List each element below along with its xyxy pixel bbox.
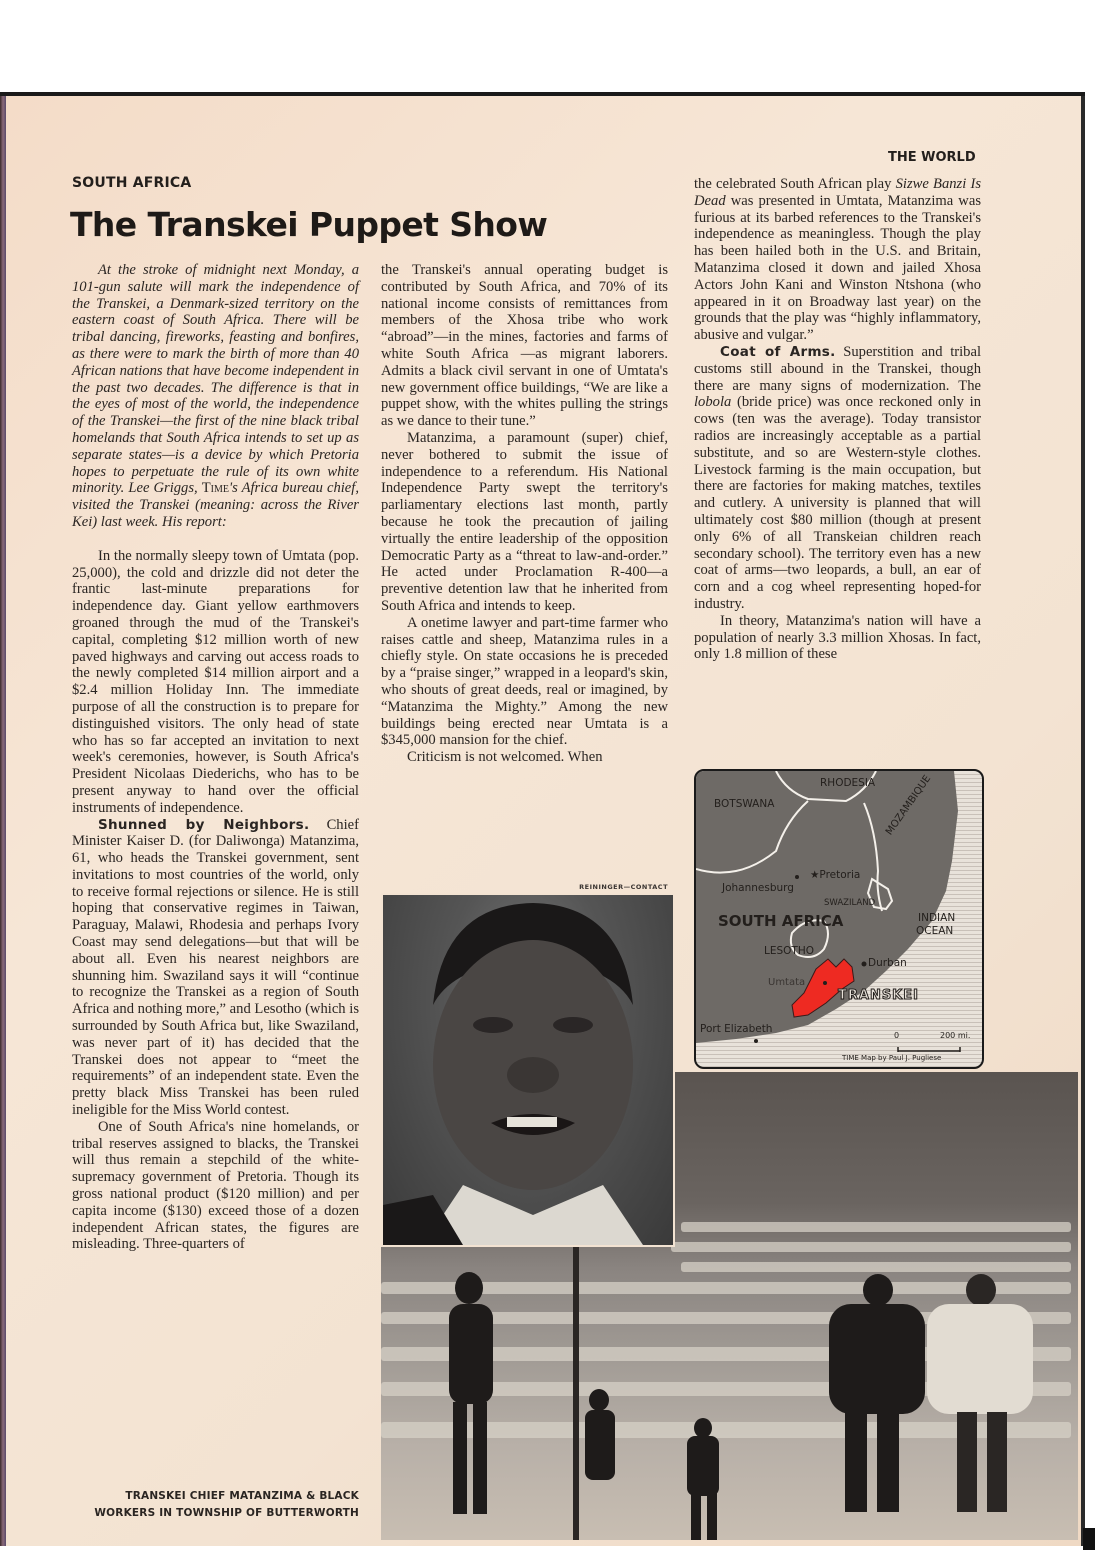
map-label-botswana: BOTSWANA <box>714 798 775 810</box>
map-city-dot <box>823 981 827 985</box>
portrait-graphic <box>383 895 673 1245</box>
body-paragraph <box>694 176 981 344</box>
body-paragraph: Criticism is not welcomed. When <box>407 749 603 766</box>
body-paragraph <box>72 817 359 1119</box>
subhead: Coat of Arms. <box>720 343 836 360</box>
article-headline: The Transkei Puppet Show <box>70 205 548 244</box>
map-label-rhodesia: RHODESIA <box>820 777 876 789</box>
map-label-umtata: Umtata <box>768 977 806 988</box>
map-label-port-elizabeth: Port Elizabeth <box>700 1023 773 1035</box>
map-city-dot <box>754 1039 758 1043</box>
caption-line: TRANSKEI CHIEF MATANZIMA & BLACK <box>125 1490 359 1502</box>
intro-paragraph <box>72 262 359 531</box>
subhead: Shunned by Neighbors. <box>98 816 310 833</box>
body-paragraph: the Transkei's annual operating budget is contributed by South Africa, and 70% of its national income consists of remittances from members of the Xhosa tribe who work “abroad”—in the mines, factories and farms of white South Africa —as migrant laborers. Admits a black civil servant in one of Umtata's new government office buildings, “We are like a puppet show, with the whites pulling the strings as we dance to their tune.” <box>381 262 668 430</box>
map-label-johannesburg: Johannesburg <box>722 882 794 894</box>
pole <box>573 1242 579 1540</box>
article-column-3 <box>694 176 981 663</box>
paragraph-text: the celebrated South African play <box>694 176 896 192</box>
time-logo-word: Time <box>201 480 229 497</box>
map-credit: TIME Map by Paul J. Pugliese <box>842 1054 942 1062</box>
corner-mark <box>1083 1528 1095 1550</box>
map-city-dot <box>795 875 799 879</box>
italic-term: lobola <box>694 394 732 411</box>
paragraph-text: Superstition and tribal customs still abound in the Transkei, though there are many signs of modernization. The <box>694 343 981 394</box>
body-paragraph: In the normally sleepy town of Umtata (pop. 25,000), the cold and drizzle did not deter the frantic last-minute preparations for independence day. Giant yellow earthmovers groaned through the mud of the Transkei's capital, completing $12 million worth of new paved highways and carving out access roads to the newly completed $14 million airport and a $2.4 million Holiday Inn. The immediate purpose of all the construction is to prepare for distinguished visitors. The only head of state who has so far accepted an invitation to next week's ceremonies, however, is South Africa's President Nicolaas Diederichs, who has to be present anyway to hand over the official instruments of independence. <box>72 547 359 816</box>
department-label: THE WORLD <box>888 150 976 165</box>
pretoria-text: Pretoria <box>819 869 861 881</box>
photo-caption <box>72 1488 359 1522</box>
map-label-indian: INDIAN <box>918 912 956 924</box>
map-city-dot <box>862 962 867 967</box>
play-title: Sizwe Banzi Is Dead <box>694 176 982 209</box>
map-south-africa <box>694 769 984 1069</box>
map-label-ocean: OCEAN <box>916 925 954 937</box>
map-label-mozambique: MOZAMBIQUE <box>884 773 934 838</box>
photo-credit: REININGER—CONTACT <box>579 883 668 891</box>
article-column-2 <box>381 262 668 766</box>
page-spine-edge <box>0 96 6 1546</box>
figure-light-coat <box>927 1274 1033 1512</box>
body-paragraph: Matanzima, a paramount (super) chief, never bothered to submit the issue of independence to a referendum. His National Independence Party swept the territory's parliamentary elections last month, partly because he took the precaution of jailing virtually the entire leadership of the opposition Democratic Party as a “threat to law-and-order.” He acted under Proclamation R-400—a preventive detention law that he inherited from South Africa and intends to keep. <box>381 429 668 614</box>
map-label-durban: Durban <box>868 957 907 969</box>
section-label: SOUTH AFRICA <box>72 175 192 191</box>
paragraph-text: was presented in Umtata, Matanzima was furious at its barbed references to the Transkei's independence as meaningless. Though the play has been hailed both in the U.S. and Britain, Matanzima closed it down and jailed Xhosa Actors John Kani and Winston Ntshona (who appeared in it on Broadway last year) on the grounds that the play was “highly inflammatory, abusive and vulgar.” <box>694 192 981 344</box>
caption-line: WORKERS IN TOWNSHIP OF BUTTERWORTH <box>94 1507 359 1519</box>
map-label-pretoria: ★Pretoria <box>810 869 861 881</box>
map-label-south-africa: SOUTH AFRICA <box>718 912 844 930</box>
map-label-transkei: TRANSKEI <box>838 988 919 1003</box>
intro-text: At the stroke of midnight next Monday, a 101-gun salute will mark the independence of the Transkei, a Denmark-sized territory on the eastern coast of South Africa. There will be tribal dancing, fireworks, feasting and bonfires, as there were to mark the birth of more than 40 African nations that have become independent in the past two decades. The difference is that in the eyes of most of the world, the independence of the Transkei—the first of the nine black tribal homelands that South Africa intends to set up as separate states—is a device by which Pretoria hopes to perpetuate the rule of its own white minority. Lee Griggs, <box>72 262 359 497</box>
body-paragraph <box>694 344 981 613</box>
body-paragraph: One of South Africa's nine homelands, or tribal reserves assigned to blacks, the Transkei will thus remain a stepchild of the white-supremacy government of Pretoria. Though its gross national product ($120 million) and per capita income ($130) exceed those of a dozen independent African states, the figures are misleading. Three-quarters of <box>72 1118 359 1253</box>
body-paragraph: In theory, Matanzima's nation will have a population of nearly 3.3 million Xhosas. In fact, only 1.8 million of these <box>694 612 981 663</box>
map-scale-max: 200 mi. <box>940 1031 971 1040</box>
article-column-1 <box>72 262 359 1253</box>
paragraph-text: (bride price) was once reckoned only in cows (ten was the average). Today transistor radios are increasingly acceptable as a partial substitute, and so are Western-style clothes. Livestock farming is the main occupation, but there are factories for making matches, textiles and cutlery. A university is planned that will ultimately cost $80 million (though at present only 6% of all Transkeian children reach secondary school). The territory even has a new coat of arms—two leopards, a bull, an ear of corn and a cog wheel representing hoped-for industry. <box>694 394 981 612</box>
map-scale-zero: 0 <box>894 1031 900 1040</box>
body-paragraph: A onetime lawyer and part-time farmer who raises cattle and sheep, Matanzima rules in a chiefly style. On state occasions he is preceded by a “praise singer,” wrapped in a leopard's skin, who shouts of great deeds, real or imagined, by “Matanzima the Mighty.” Among the new buildings being erected near Umtata is a $345,000 mansion for the chief. <box>381 614 668 749</box>
map-label-lesotho: LESOTHO <box>764 945 814 957</box>
page-right-edge <box>1081 96 1085 1546</box>
intro-text-end: 's Africa bureau chief, visited the Transkei (meaning: across the River Kei) last week. His report: <box>72 480 359 530</box>
map-label-swaziland: SWAZILAND <box>824 898 876 908</box>
portrait-photo-matanzima <box>381 893 675 1247</box>
paragraph-text: Chief Minister Kaiser D. (for Daliwonga) Matanzima, 61, who heads the Transkei government, sent invitations to most countries of the world, only to receive formal rejections or silence. He is still hoping that conservative regimes in Taiwan, Paraguay, Malawi, Rhodesia and perhaps Ivory Coast may send delegations—but that will be about all. Even his nearest neighbors are shunning him. Swaziland says it will “continue to recognize the Transkei as a region of South Africa and nothing more,” and Lesotho (which is surrounded by South Africa but, like Swaziland, was never part of it) has decided that the Transkei does not appear to “meet the requirements” of an independent state. Even the pretty black Miss Transkei has been ruled ineligible for the Miss World contest. <box>72 816 359 1119</box>
